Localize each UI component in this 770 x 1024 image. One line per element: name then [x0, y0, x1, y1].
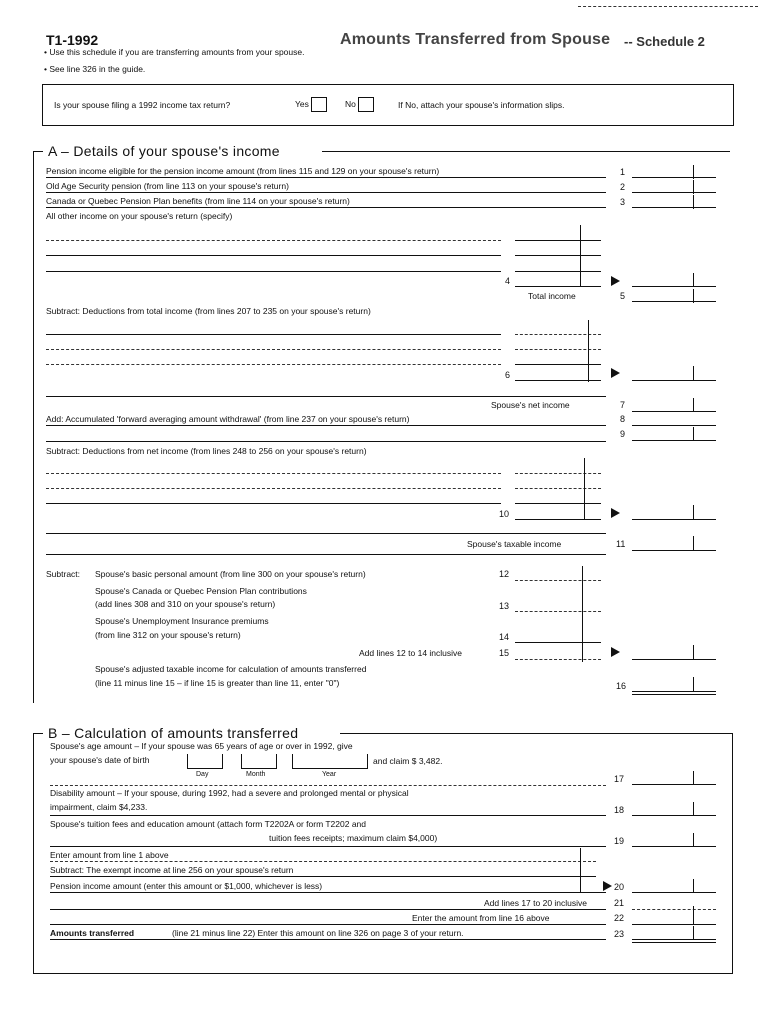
line-23-divider: [693, 926, 694, 940]
total-income-label: Total income: [528, 291, 576, 301]
year-caption: Year: [322, 771, 337, 778]
age-amount-label: Spouse's age amount – If your spouse was 65 years of age or over in 1992, give: [50, 741, 353, 751]
yes-option: Yes: [295, 97, 327, 112]
pension-exempt-field[interactable]: [50, 876, 596, 877]
line-22-label: Enter the amount from line 16 above: [412, 913, 550, 923]
taxable-income-label: Spouse's taxable income: [467, 539, 562, 549]
line-15-result-divider: [693, 645, 694, 659]
line-10-field[interactable]: [515, 519, 601, 520]
lines-12-15-divider: [582, 566, 583, 662]
line-23-field[interactable]: [632, 939, 716, 940]
line-11-rule: [46, 554, 606, 555]
line-num-8: 8: [620, 414, 626, 424]
line-18-divider: [693, 802, 694, 816]
line-num-7: 7: [620, 400, 626, 410]
age-claim-label: and claim $ 3,482.: [373, 756, 443, 766]
line-2-rule: [46, 192, 606, 193]
line-15-label: Add lines 12 to 14 inclusive: [359, 648, 463, 658]
line-num-21: 21: [614, 898, 625, 908]
line-6-rule: [46, 396, 606, 397]
pension-line-1-label: Enter amount from line 1 above: [50, 850, 169, 860]
line-17-field[interactable]: [632, 784, 716, 785]
deduction-2-line-1[interactable]: [46, 473, 501, 474]
line-16-double-rule: [632, 694, 716, 695]
line-5-divider: [693, 289, 694, 303]
birth-day-field[interactable]: [187, 754, 223, 769]
line-20-divider: [693, 879, 694, 893]
line-num-22: 22: [614, 913, 625, 923]
line-9-field[interactable]: [632, 440, 716, 441]
line-num-15: 15: [499, 648, 510, 658]
line-22-field[interactable]: [632, 924, 716, 925]
section-b-frame-left: [33, 733, 34, 973]
line-num-4: 4: [505, 276, 511, 286]
line-16-label-a: Spouse's adjusted taxable income for calculation of amounts transferred: [95, 664, 367, 674]
other-income-divider: [580, 225, 581, 287]
deduction-2-amount-1[interactable]: [515, 473, 601, 474]
line-num-20: 20: [614, 882, 625, 892]
line-num-11: 11: [616, 539, 626, 549]
section-a-frame-left: [33, 151, 34, 703]
day-caption: Day: [196, 771, 209, 778]
question-text: Is your spouse filing a 1992 income tax return?: [54, 100, 231, 110]
line-15-result[interactable]: [632, 659, 716, 660]
line-num-1: 1: [620, 167, 626, 177]
line-8-rule: [46, 425, 606, 426]
line-4-result[interactable]: [632, 286, 716, 287]
date-of-birth-label: your spouse's date of birth: [50, 755, 150, 765]
line-11-field[interactable]: [632, 550, 716, 551]
deduction-1-line-2[interactable]: [46, 349, 501, 350]
line-4-result-divider: [693, 273, 694, 287]
line-num-13: 13: [499, 601, 510, 611]
corner-dashes: [578, 6, 758, 7]
deduction-1-divider: [588, 320, 589, 382]
deductions-total-label: Subtract: Deductions from total income (from lines 207 to 235 on your spouse's return): [46, 306, 371, 316]
line-11-divider: [693, 536, 694, 550]
line-10-result-divider: [693, 505, 694, 519]
arrow-10-icon: [611, 508, 620, 518]
line-num-16: 16: [616, 681, 627, 691]
line-3-divider: [693, 195, 694, 209]
line-8-field[interactable]: [632, 425, 716, 426]
line-5-field[interactable]: [632, 301, 716, 302]
line-19-field[interactable]: [632, 846, 716, 847]
line-21-label: Add lines 17 to 20 inclusive: [484, 898, 588, 908]
other-income-label: All other income on your spouse's return (specify): [46, 211, 233, 221]
birth-year-field[interactable]: [292, 754, 368, 769]
line-21-field[interactable]: [632, 909, 716, 910]
other-income-line-2[interactable]: [46, 255, 501, 256]
arrow-20-icon: [603, 881, 612, 891]
line-6-result[interactable]: [632, 380, 716, 381]
line-22-divider: [693, 906, 694, 924]
line-num-9: 9: [620, 429, 626, 439]
section-a-frame-top: [33, 151, 43, 152]
line-num-10: 10: [499, 509, 510, 519]
line-13-label-b: (add lines 308 and 310 on your spouse's return): [95, 599, 276, 609]
line-3-rule: [46, 207, 606, 208]
line-7-field[interactable]: [632, 411, 716, 412]
deductions-net-label: Subtract: Deductions from net income (from lines 248 to 256 on your spouse's return): [46, 446, 367, 456]
deduction-1-line-1[interactable]: [46, 334, 501, 335]
other-income-amount-2[interactable]: [515, 255, 601, 256]
deduction-2-divider: [584, 458, 585, 520]
line-num-19: 19: [614, 836, 625, 846]
forward-averaging-label: Add: Accumulated 'forward averaging amount withdrawal' (from line 237 on your spouse's return): [46, 414, 410, 424]
other-income-amount-3[interactable]: [515, 271, 601, 272]
other-income-line-3[interactable]: [46, 271, 501, 272]
deduction-2-amount-3[interactable]: [515, 503, 601, 504]
line-12-field[interactable]: [515, 580, 601, 581]
no-checkbox[interactable]: [358, 97, 374, 112]
line-20-field[interactable]: [632, 892, 716, 893]
pension-amount-label: Pension income amount (enter this amount or $1,000, whichever is less): [50, 881, 323, 891]
deduction-2-line-2[interactable]: [46, 488, 501, 489]
other-income-amount-1[interactable]: [515, 240, 601, 241]
line-1-field[interactable]: [632, 177, 716, 178]
bullet-2: • See line 326 in the guide.: [44, 64, 146, 74]
subtract-12-prefix: Subtract:: [46, 569, 81, 579]
line-10-rule: [46, 533, 606, 534]
line-18-field[interactable]: [632, 815, 716, 816]
arrow-6-icon: [611, 368, 620, 378]
birth-month-field[interactable]: [241, 754, 277, 769]
line-1-label: Pension income eligible for the pension income amount (from lines 115 and 129 on your spouse's return): [46, 166, 440, 176]
line-23-label: (line 21 minus line 22) Enter this amount on line 326 on page 3 of your return.: [172, 928, 464, 938]
tuition-label-1: Spouse's tuition fees and education amount (attach form T2202A or form T2202 and: [50, 819, 367, 829]
section-b-frame-right: [732, 733, 733, 973]
line-9-rule: [46, 441, 606, 442]
form-title: Amounts Transferred from Spouse: [340, 31, 611, 48]
schedule-label: -- Schedule 2: [624, 34, 705, 49]
line-23-double-rule: [632, 942, 716, 943]
line-num-2: 2: [620, 182, 626, 192]
pension-divider: [580, 848, 581, 892]
form-id: T1-1992: [46, 32, 99, 48]
line-19-rule: [50, 846, 606, 847]
line-15-field[interactable]: [515, 659, 601, 660]
line-4-field[interactable]: [515, 286, 601, 287]
deduction-2-amount-2[interactable]: [515, 488, 601, 489]
line-12-label: Spouse's basic personal amount (from line 300 on your spouse's return): [95, 569, 366, 579]
month-caption: Month: [246, 771, 266, 778]
line-13-label-a: Spouse's Canada or Quebec Pension Plan contributions: [95, 586, 307, 596]
line-13-field[interactable]: [515, 611, 601, 612]
line-6-field[interactable]: [515, 380, 601, 381]
line-7-divider: [693, 398, 694, 412]
line-23-rule: [50, 939, 606, 940]
amounts-transferred-label: Amounts transferred: [50, 928, 135, 938]
arrow-15-icon: [611, 647, 620, 657]
line-19-divider: [693, 833, 694, 847]
line-num-14: 14: [499, 632, 510, 642]
tuition-label-2: tuition fees receipts; maximum claim $4,000): [269, 833, 438, 843]
deduction-2-line-3[interactable]: [46, 503, 501, 504]
disability-label-2: impairment, claim $4,233.: [50, 802, 148, 812]
line-2-field[interactable]: [632, 192, 716, 193]
line-2-label: Old Age Security pension (from line 113 on your spouse's return): [46, 181, 289, 191]
line-14-label-b: (from line 312 on your spouse's return): [95, 630, 241, 640]
line-6-result-divider: [693, 366, 694, 380]
bullet-1: • Use this schedule if you are transferring amounts from your spouse.: [44, 47, 305, 57]
line-2-divider: [693, 180, 694, 194]
line-num-6: 6: [505, 370, 511, 380]
yes-checkbox[interactable]: [311, 97, 327, 112]
line-14-field[interactable]: [515, 642, 601, 643]
deduction-1-line-3[interactable]: [46, 364, 501, 365]
line-16-divider: [693, 677, 694, 691]
line-21-rule: [50, 909, 606, 910]
net-income-label: Spouse's net income: [491, 400, 570, 410]
line-num-23: 23: [614, 929, 625, 939]
line-16-label-b: (line 11 minus line 15 – if line 15 is greater than line 11, enter "0"): [95, 678, 340, 688]
line-10-result[interactable]: [632, 519, 716, 520]
section-b-frame-top: [33, 733, 43, 734]
no-option: No: [345, 97, 374, 112]
pension-amount-rule: [50, 892, 606, 893]
line-3-label: Canada or Quebec Pension Plan benefits (from line 114 on your spouse's return): [46, 196, 350, 206]
arrow-4-icon: [611, 276, 620, 286]
section-b-frame-bottom: [33, 973, 733, 974]
section-a-frame-top-right: [322, 151, 730, 152]
section-a-title: A – Details of your spouse's income: [44, 143, 284, 159]
line-1-divider: [693, 165, 694, 179]
pension-exempt-label: Subtract: The exempt income at line 256 on your spouse's return: [50, 865, 294, 875]
line-22-rule: [50, 924, 606, 925]
other-income-line-1[interactable]: [46, 240, 501, 241]
line-17-divider: [693, 771, 694, 785]
line-17-rule: [50, 785, 606, 786]
line-num-17: 17: [614, 774, 625, 784]
section-b-title: B – Calculation of amounts transferred: [44, 725, 302, 741]
disability-label-1: Disability amount – If your spouse, during 1992, had a severe and prolonged mental or physical: [50, 788, 409, 798]
pension-line-1-field[interactable]: [50, 861, 596, 862]
line-14-label-a: Spouse's Unemployment Insurance premiums: [95, 616, 269, 626]
line-9-divider: [693, 427, 694, 441]
line-3-field[interactable]: [632, 207, 716, 208]
line-18-rule: [50, 815, 606, 816]
line-num-5: 5: [620, 291, 626, 301]
line-1-rule: [46, 177, 606, 178]
line-16-field[interactable]: [632, 691, 716, 692]
line-num-18: 18: [614, 805, 625, 815]
line-num-3: 3: [620, 197, 626, 207]
section-b-frame-top-right: [340, 733, 732, 734]
line-num-12: 12: [499, 569, 510, 579]
question-note: If No, attach your spouse's information slips.: [398, 100, 565, 110]
